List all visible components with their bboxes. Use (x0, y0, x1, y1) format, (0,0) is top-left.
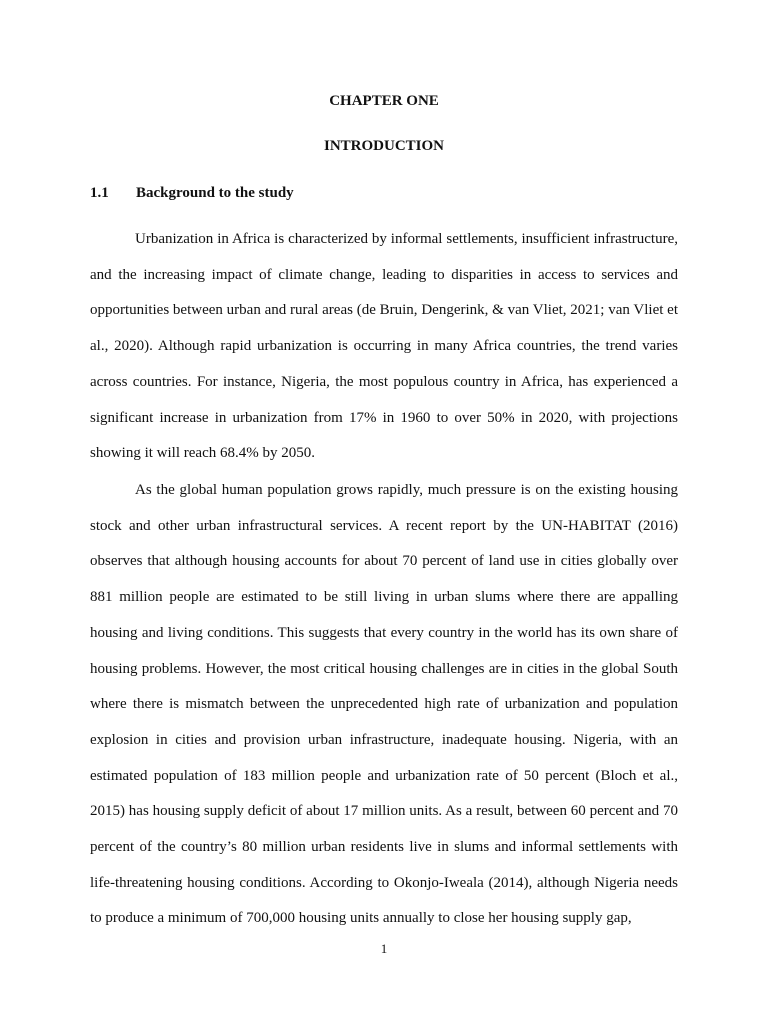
chapter-subtitle: INTRODUCTION (323, 138, 444, 154)
chapter-title: CHAPTER ONE (329, 93, 439, 109)
page-number: 1 (380, 941, 388, 956)
section-heading (90, 185, 294, 202)
paragraph-2: As the global human population grows rapidly, much pressure is on the existing housing stock and other urban infrastructural services. A recent report by the UN-HABITAT (2016) observes that although housing accounts for about 70 percent of land use in cities globally over 881 million people are estimated to be still living in urban slums where there are appalling housing and living conditions. This suggests that every country in the world has its own share of housing problems. However, the most critical housing challenges are in cities in the global South where there is mismatch between the unprecedented high rate of urbanization and population explosion in cities and provision urban infrastructure, inadequate housing. Nigeria, with an estimated population of 183 million people and urbanization rate of 50 percent (Bloch et al., 2015) has housing supply deficit of about 17 million units. As a result, between 60 percent and 70 percent of the country’s 80 million urban residents live in slums and informal settlements with life-threatening housing conditions. According to Okonjo-Iweala (2014), although Nigeria needs to produce a minimum of 700,000 housing units annually to close her housing supply gap, (90, 482, 678, 927)
section-title: Background to the study (136, 185, 294, 201)
section-number: 1.1 (90, 185, 109, 201)
paragraph-1: Urbanization in Africa is characterized by informal settlements, insufficient infrastructure, and the increasing impact of climate change, leading to disparities in access to services and opportunities between urban and rural areas (de Bruin, Dengerink, & van Vliet, 2021; van Vliet et al., 2020). Although rapid urbanization is occurring in many Africa countries, the trend varies across countries. For instance, Nigeria, the most populous country in Africa, has experienced a significant increase in urbanization from 17% in 1960 to over 50% in 2020, with projections showing it will reach 68.4% by 2050. (90, 231, 678, 462)
